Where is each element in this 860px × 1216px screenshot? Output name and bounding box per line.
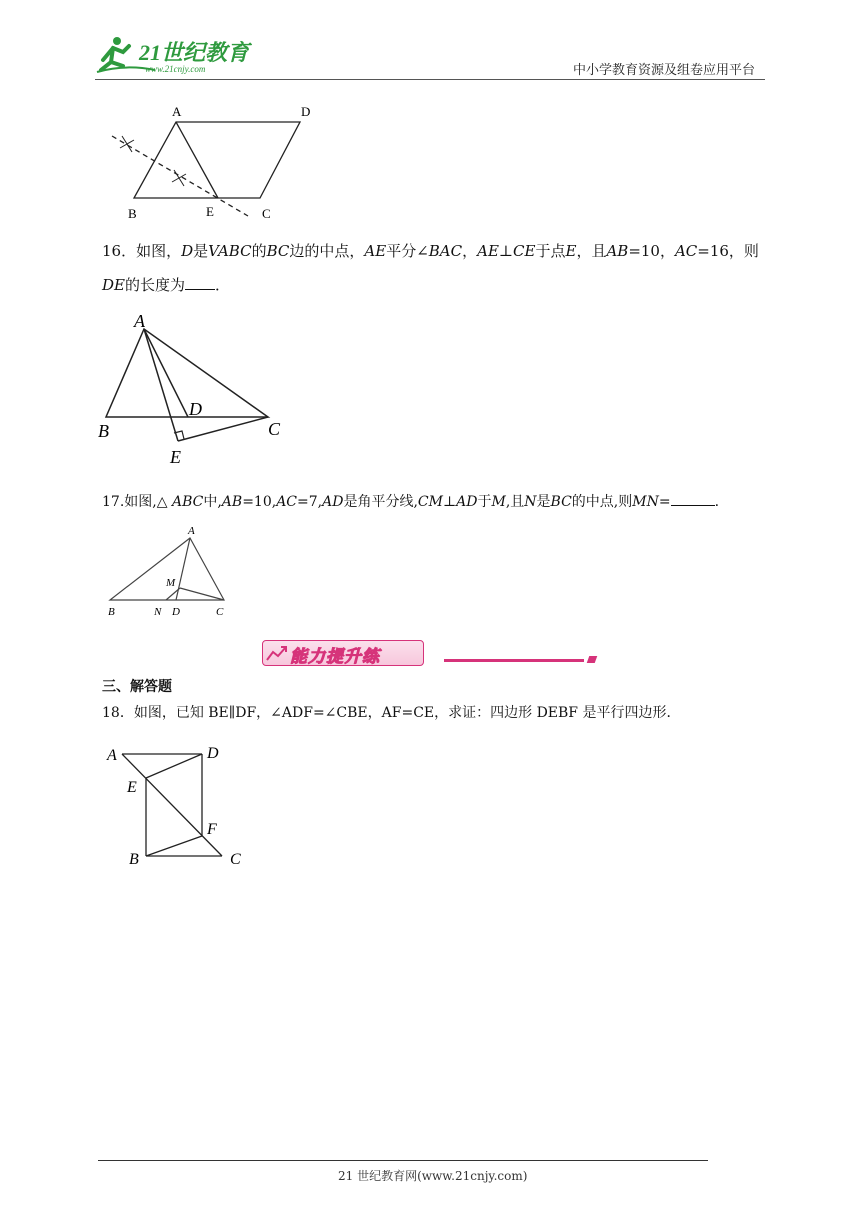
figure-16-triangle: [96, 305, 296, 470]
label-A: A: [134, 311, 145, 331]
banner-underline: [444, 659, 584, 662]
runner-logo-icon: [95, 34, 255, 76]
label-B: B: [108, 606, 115, 618]
label-C: C: [230, 851, 241, 868]
footer-divider: [98, 1160, 708, 1161]
label-B: B: [129, 851, 139, 868]
question-16-line1: 16．如图，D是VABC的BC边的中点，AE平分∠BAC，AE⊥CE于点E，且AB=10，AC=16，则: [102, 242, 759, 260]
label-D: D: [172, 606, 180, 618]
label-D: D: [189, 399, 202, 419]
section-title: 三、解答题: [102, 679, 172, 695]
trend-up-icon: [266, 644, 288, 662]
label-A: A: [107, 747, 117, 764]
figure-18-quadrilateral: [104, 740, 254, 870]
label-A: A: [188, 525, 195, 537]
figure-15-parallelogram: [100, 100, 340, 225]
question-16-line2: DE的长度为 ．: [102, 276, 231, 294]
label-N: N: [154, 606, 162, 618]
logo-main-text: 21世纪教育: [139, 40, 250, 65]
ability-banner: [262, 638, 600, 668]
header-divider: [95, 79, 765, 80]
label-B: B: [128, 206, 137, 221]
answer-blank-16[interactable]: [185, 275, 215, 290]
logo-url-text: www.21cnjy.com: [145, 64, 206, 74]
label-E: E: [127, 779, 137, 796]
label-M: M: [166, 577, 176, 589]
figure-17-triangle: [104, 520, 234, 620]
label-C: C: [216, 606, 224, 618]
question-17-text: 17.如图,△ ABC中,AB=10,AC=7,AD是角平分线,CM⊥AD于M,且N是BC的中点,则MN= .: [102, 491, 719, 512]
label-E: E: [206, 204, 214, 219]
footer-text: 21 世纪教育网(www.21cnjy.com): [338, 1169, 528, 1183]
label-D: D: [207, 745, 219, 762]
label-F: F: [207, 821, 217, 838]
label-A: A: [172, 104, 182, 119]
site-logo: [95, 34, 255, 80]
label-E: E: [170, 447, 181, 467]
banner-label: 能力提升练: [290, 647, 380, 667]
label-C: C: [262, 206, 271, 221]
platform-caption: 中小学教育资源及组卷应用平台: [573, 63, 756, 78]
label-C: C: [268, 419, 281, 439]
label-D: D: [301, 104, 311, 119]
answer-blank-17[interactable]: [671, 491, 715, 506]
question-18-text: 18．如图，已知 BE∥DF，∠ADF=∠CBE，AF=CE，求证：四边形 DEBF 是平行四边形．: [102, 705, 681, 721]
label-B: B: [98, 421, 109, 441]
